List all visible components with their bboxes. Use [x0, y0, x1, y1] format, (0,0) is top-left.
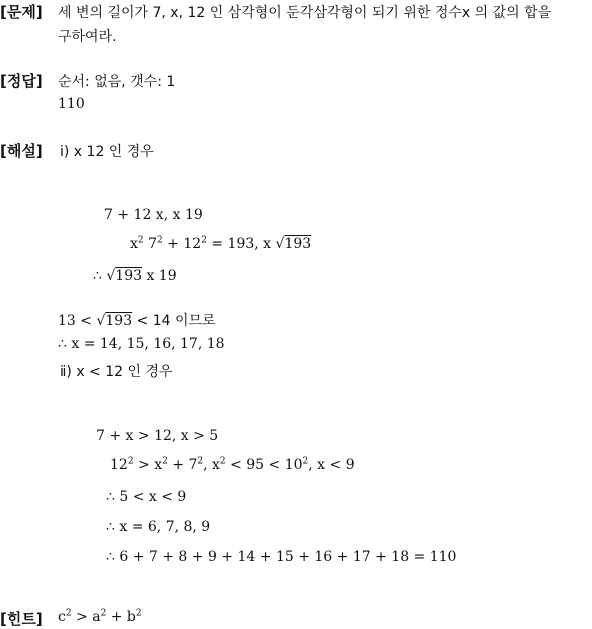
answer-value: 110	[58, 96, 85, 112]
case2-line1: 7 + x > 12, x > 5	[96, 428, 219, 444]
case2-line2: $12^2 > x^2 + 7^2$, $x^2 < 95 < 10^2$, x < 9	[110, 456, 355, 473]
problem-text-line2: 구하여라.	[58, 29, 117, 45]
sqrt-range-line: 13 < √193 < 14 이므로	[58, 313, 216, 329]
hint-formula: $c^2 > a^2 + b^2$	[58, 608, 142, 625]
answer-order-count: 순서: 없음, 갯수: 1	[58, 74, 176, 90]
case2-line3: ∴ 5 < x < 9	[106, 489, 187, 505]
case2-sum-line: ∴ 6 + 7 + 8 + 9 + 14 + 15 + 16 + 17 + 18 = 110	[106, 549, 457, 565]
case1-result: ∴ x = 14, 15, 16, 17, 18	[58, 336, 225, 352]
explanation-tag: [해설]	[0, 142, 43, 160]
case1-line1: 7 + 12 x, x 19	[104, 207, 203, 223]
answer-tag: [정답]	[0, 72, 43, 90]
case2-line4: ∴ x = 6, 7, 8, 9	[106, 519, 211, 535]
case2-title: ⅱ) x < 12 인 경우	[60, 364, 173, 380]
hint-tag: [힌트]	[0, 610, 43, 628]
problem-tag: [문제]	[0, 3, 43, 21]
case1-line2: $x^2$ $7^2 + 12^2 = 193$, x √193	[130, 235, 312, 252]
case1-line3: ∴ √193 x 19	[93, 268, 177, 284]
problem-text-line1: 세 변의 길이가 7, x, 12 인 삼각형이 둔각삼각형이 되기 위한 정수x 의 값의 합을	[58, 5, 552, 21]
case1-title: ⅰ) x 12 인 경우	[60, 144, 154, 160]
